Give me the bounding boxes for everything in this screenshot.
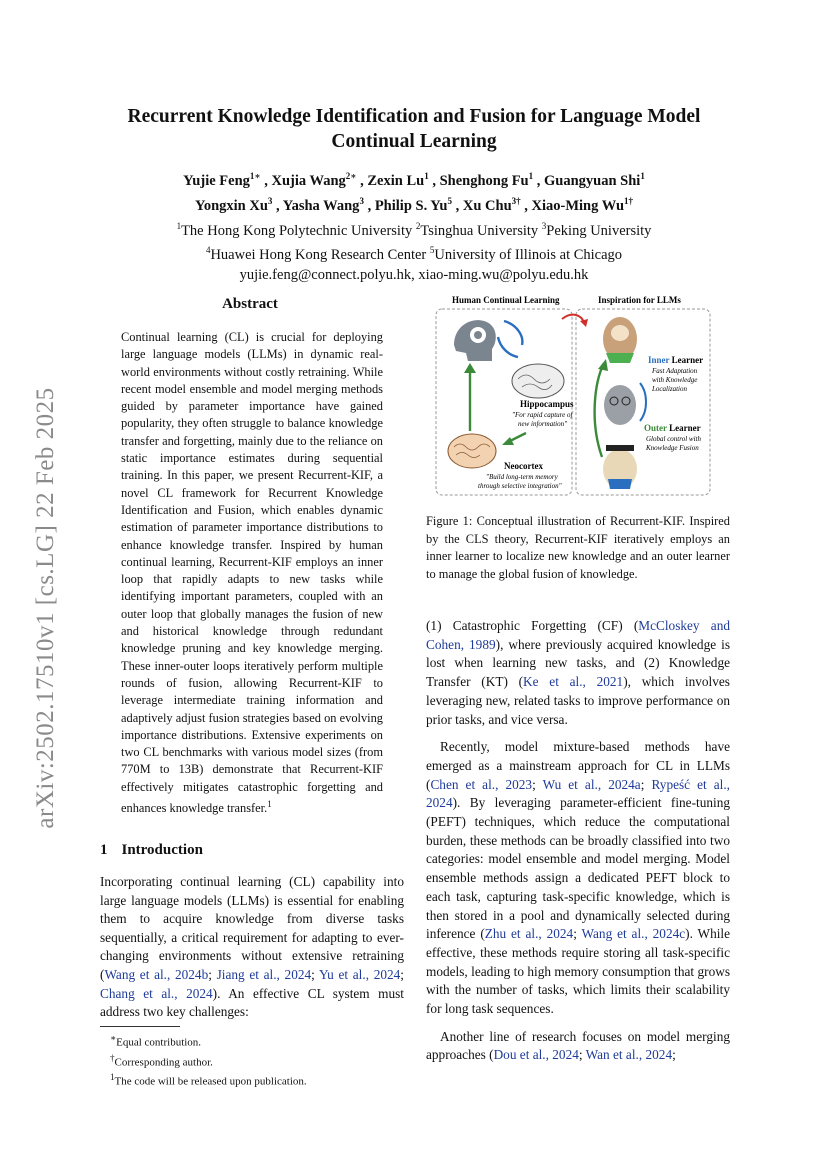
outer-learner-label: Outer Learner — [644, 423, 701, 433]
citation-link[interactable]: Zhu et al., 2024 — [484, 926, 574, 942]
author-name: Philip S. Yu — [374, 197, 448, 214]
neocortex-label: Neocortex — [504, 461, 543, 471]
abstract-heading: Abstract — [222, 296, 278, 312]
graduate-llama-icon — [603, 445, 637, 489]
figure-caption: Figure 1: Conceptual illustration of Recurrent-KIF. Inspired by the CLS theory, Recurrent-KIF iteratively employs an inner learner to localize new knowledge and an outer learner to manage the global fusion of knowledge. — [426, 514, 730, 581]
hippocampus-note: new information" — [518, 420, 568, 428]
footnote-marker[interactable]: 1 — [267, 799, 272, 810]
text-run: Incorporating continual learning (CL) capability into large language models (LLMs) is essential for enabling them to acquire knowledge from diverse tasks sequentially, a critical requirement for adapting to ever-changing environments without extensive retraining ( — [100, 874, 404, 982]
citation-link[interactable]: Rypeść et al., 2024 — [426, 776, 731, 811]
author-marker: 3† — [511, 195, 521, 206]
human-head-icon — [454, 320, 496, 361]
abstract-body: Continual learning (CL) is crucial for deploying large language models (LLMs) in dynamic real-world environments without costly retraining. While recent model ensemble and model merging methods guided by parameter importance have gained popularity, they often struggle to balance knowledge transfer and forgetting, mainly due to the reliance on static importance estimates during sequential training. In this paper, we present Recurrent-KIF, a novel CL framework for Recurrent Knowledge Identification and Fusion, which enables dynamic estimation of parameter importance distributions to enhance knowledge transfer. Inspired by human continual learning, Recurrent-KIF employs an inner loop that rapidly adapts to new tasks while identifying important parameters, coupled with an outer loop that globally manages the fusion of new and historical knowledge through redundant knowledge pruning and key knowledge merging. These inner-outer loops iteratively perform multiple rounds of fusion, allowing Recurrent-KIF to leverage intermediate training information and adaptively adjust fusion strategies based on evolving importance distributions. Extensive experiments on two CL benchmarks with various model sizes (from 770M to 13B) demonstrate that Recurrent-KIF effectively mitigates catastrophic forgetting and enhances knowledge transfer. — [121, 330, 383, 816]
inner-learner-note: Localization — [652, 385, 688, 393]
text-run: ; — [578, 1047, 586, 1063]
affiliation-name: University of Illinois at Chicago — [434, 247, 623, 264]
text-run: ). An effective CL system must address two key challenges: — [100, 985, 405, 1020]
citation-link[interactable]: Ke et al., 2021 — [523, 674, 624, 690]
inner-learner-label: Inner Learner — [648, 355, 704, 365]
text-run: ), where previously acquired knowledge is lost when learning new tasks, and (2) Knowledge Transfer (KT) ( — [426, 636, 730, 690]
author-marker: 1 — [528, 171, 534, 181]
affiliation-marker: 1 — [176, 220, 182, 231]
author-marker: 1∗ — [249, 171, 261, 181]
author-name: Yongxin Xu — [194, 197, 268, 214]
section-heading-introduction — [100, 842, 217, 859]
author-line-2: Yongxin Xu$^3$ , Yasha Wang$^3$ , Philip S. Yu$^5$ , Xu Chu$^{3\dagger}$ , Xiao-Ming $Wu^{1\dagger}$ — [194, 195, 634, 214]
llama-icon — [603, 317, 637, 363]
author-marker: 3 — [359, 195, 364, 206]
paper-title: Recurrent Knowledge Identification and Fusion for Language Model Continual Learning — [127, 106, 701, 152]
affiliation-name: Huawei Hong Kong Research Center — [210, 247, 430, 264]
figure-1 — [426, 293, 726, 501]
citation-link[interactable]: McCloskey and Cohen, 1989 — [426, 618, 730, 652]
abstract-text — [121, 329, 383, 817]
hippocampus-label: Hippocampus — [520, 399, 574, 409]
citation-link[interactable]: Wu et al., 2024a — [542, 776, 641, 792]
author-block — [60, 166, 768, 285]
citation-link[interactable]: Wang et al., 2024b — [104, 966, 209, 982]
footnote-marker: 1 — [110, 1072, 115, 1083]
text-run: ; — [640, 776, 652, 792]
footnote — [100, 1051, 307, 1071]
text-run: ; — [672, 1047, 676, 1063]
affiliation-name: The Hong Kong Polytechnic University — [181, 222, 416, 239]
footnote-marker: † — [110, 1052, 115, 1063]
affiliation-marker: 5 — [429, 245, 435, 256]
author-marker: 5 — [447, 195, 452, 206]
author-marker: 2∗ — [345, 171, 357, 181]
author-emails[interactable]: yujie.feng@connect.polyu.hk, xiao-ming.wu@polyu.edu.hk — [239, 267, 589, 284]
affiliation-line-2 — [60, 240, 768, 265]
author-name: Zexin Lu — [367, 172, 425, 189]
text-run: ; — [573, 926, 582, 942]
text-run: ; — [208, 966, 217, 982]
footnote — [100, 1031, 307, 1051]
author-name: Yasha Wang — [282, 197, 360, 214]
affiliation-marker: 3 — [541, 220, 547, 231]
citation-link[interactable]: Chang et al., 2024 — [100, 985, 213, 1001]
outer-learner-note: Knowledge Fusion — [646, 444, 699, 452]
author-marker: 1 — [424, 171, 429, 181]
body-paragraph — [426, 617, 730, 729]
author-name: Xu Chu — [462, 197, 512, 214]
neocortex-brain-icon — [448, 434, 496, 468]
text-run: ), which involves leveraging new, related tasks to improve performance on prior tasks, and vice versa. — [426, 674, 730, 727]
author-marker: 3 — [267, 195, 273, 206]
text-run: Another line of research focuses on model merging approaches ( — [426, 1028, 730, 1063]
author-name: Xujia Wang — [271, 172, 346, 189]
text-run: ; — [311, 966, 320, 982]
neocortex-note: "Build long-term memory — [486, 473, 558, 481]
llm-panel-border — [576, 309, 710, 495]
text-run: ). By leveraging parameter-efficient fine-tuning (PEFT) techniques, which reduce the computational burden, these methods can be broadly classified into two categories: model ensemble and model merging. Model ensemble methods assign a dedicated PEFT block to each task, capturing task-specific knowledge, which is then stored in a pool and dynamically selected during inference ( — [426, 795, 730, 942]
affiliation-name: Tsinghua University — [420, 222, 542, 239]
affiliation-name: Peking University — [546, 222, 652, 239]
text-run: ; — [400, 966, 404, 982]
citation-link[interactable]: Wang et al., 2024c — [581, 926, 686, 942]
author-name: Shenghong Fu — [439, 172, 529, 189]
section-title: Introduction — [121, 842, 203, 858]
body-paragraph — [426, 738, 730, 1019]
author-marker: 1† — [624, 195, 634, 206]
author-marker: 1 — [640, 171, 645, 181]
footnote-divider — [100, 1026, 180, 1027]
footnote-text: Corresponding author. — [114, 1056, 213, 1069]
inner-learner-note: Fast Adaptation — [652, 367, 698, 375]
arrow-head-icon — [464, 363, 476, 373]
llm-inspiration-header: Inspiration for LLMs — [598, 295, 681, 305]
citation-link[interactable]: Jiang et al., 2024 — [216, 966, 312, 982]
right-column-text — [426, 617, 730, 1074]
footnote-marker: ∗ — [110, 1033, 117, 1043]
cycle-arrow-icon — [504, 321, 522, 345]
citation-link[interactable]: Yu et al., 2024 — [319, 966, 401, 982]
footnote-text: Equal contribution. — [116, 1036, 202, 1049]
hippocampus-note: "For rapid capture of — [512, 411, 573, 419]
section-number: 1 — [100, 842, 108, 858]
affiliation-marker: 2 — [415, 220, 421, 231]
citation-link[interactable]: Dou et al., 2024 — [493, 1047, 579, 1063]
text-run: ; — [532, 776, 543, 792]
citation-link[interactable]: Wan et al., 2024 — [585, 1047, 673, 1063]
human-cl-header: Human Continual Learning — [452, 295, 560, 305]
hippocampus-brain-icon — [512, 364, 564, 398]
curved-arrow-icon — [595, 363, 604, 457]
cycle-arrow-icon — [640, 383, 646, 421]
introduction-paragraph — [100, 873, 404, 1022]
outer-learner-note: Global control with — [646, 435, 701, 443]
author-name: Guangyuan Shi — [544, 172, 641, 189]
affiliation-line-1 — [60, 216, 768, 241]
footnotes — [100, 1031, 307, 1090]
text-run: ). While effective, these methods require storing all task-specific models, leading to high memory consumption that grows with the number of tasks, which limits their scalability for long task sequences. — [426, 926, 731, 1017]
text-run: Recently, model mixture-based methods have emerged as a mainstream approach for CL in LLMs ( — [426, 739, 730, 792]
llama-with-glasses-icon — [604, 385, 636, 425]
citation-link[interactable]: Chen et al., 2023 — [430, 776, 533, 792]
text-run: (1) Catastrophic Forgetting (CF) ( — [426, 618, 639, 633]
author-line-1: Yujie Feng$^{1∗}$ , Xujia Wang$^{2∗}$ , Zexin Lu$^1$ , Shenghong Fu$^1$ , Guangyuan Shi$^1$ — [183, 171, 645, 189]
author-name: Xiao-Ming Wu — [531, 197, 625, 214]
inner-learner-note: with Knowledge — [652, 376, 698, 384]
red-arrow-icon — [562, 315, 584, 323]
author-name: Yujie Feng — [183, 172, 250, 189]
body-paragraph — [426, 1028, 730, 1065]
affiliation-marker: 4 — [205, 245, 211, 256]
cycle-arrow-icon — [498, 337, 518, 357]
arxiv-identifier: arXiv:2502.17510v1 [cs.LG] 22 Feb 2025 — [32, 387, 59, 829]
neocortex-note: through selective integration" — [478, 482, 562, 490]
footnote — [100, 1070, 307, 1090]
footnote-text: The code will be released upon publication. — [114, 1075, 307, 1088]
